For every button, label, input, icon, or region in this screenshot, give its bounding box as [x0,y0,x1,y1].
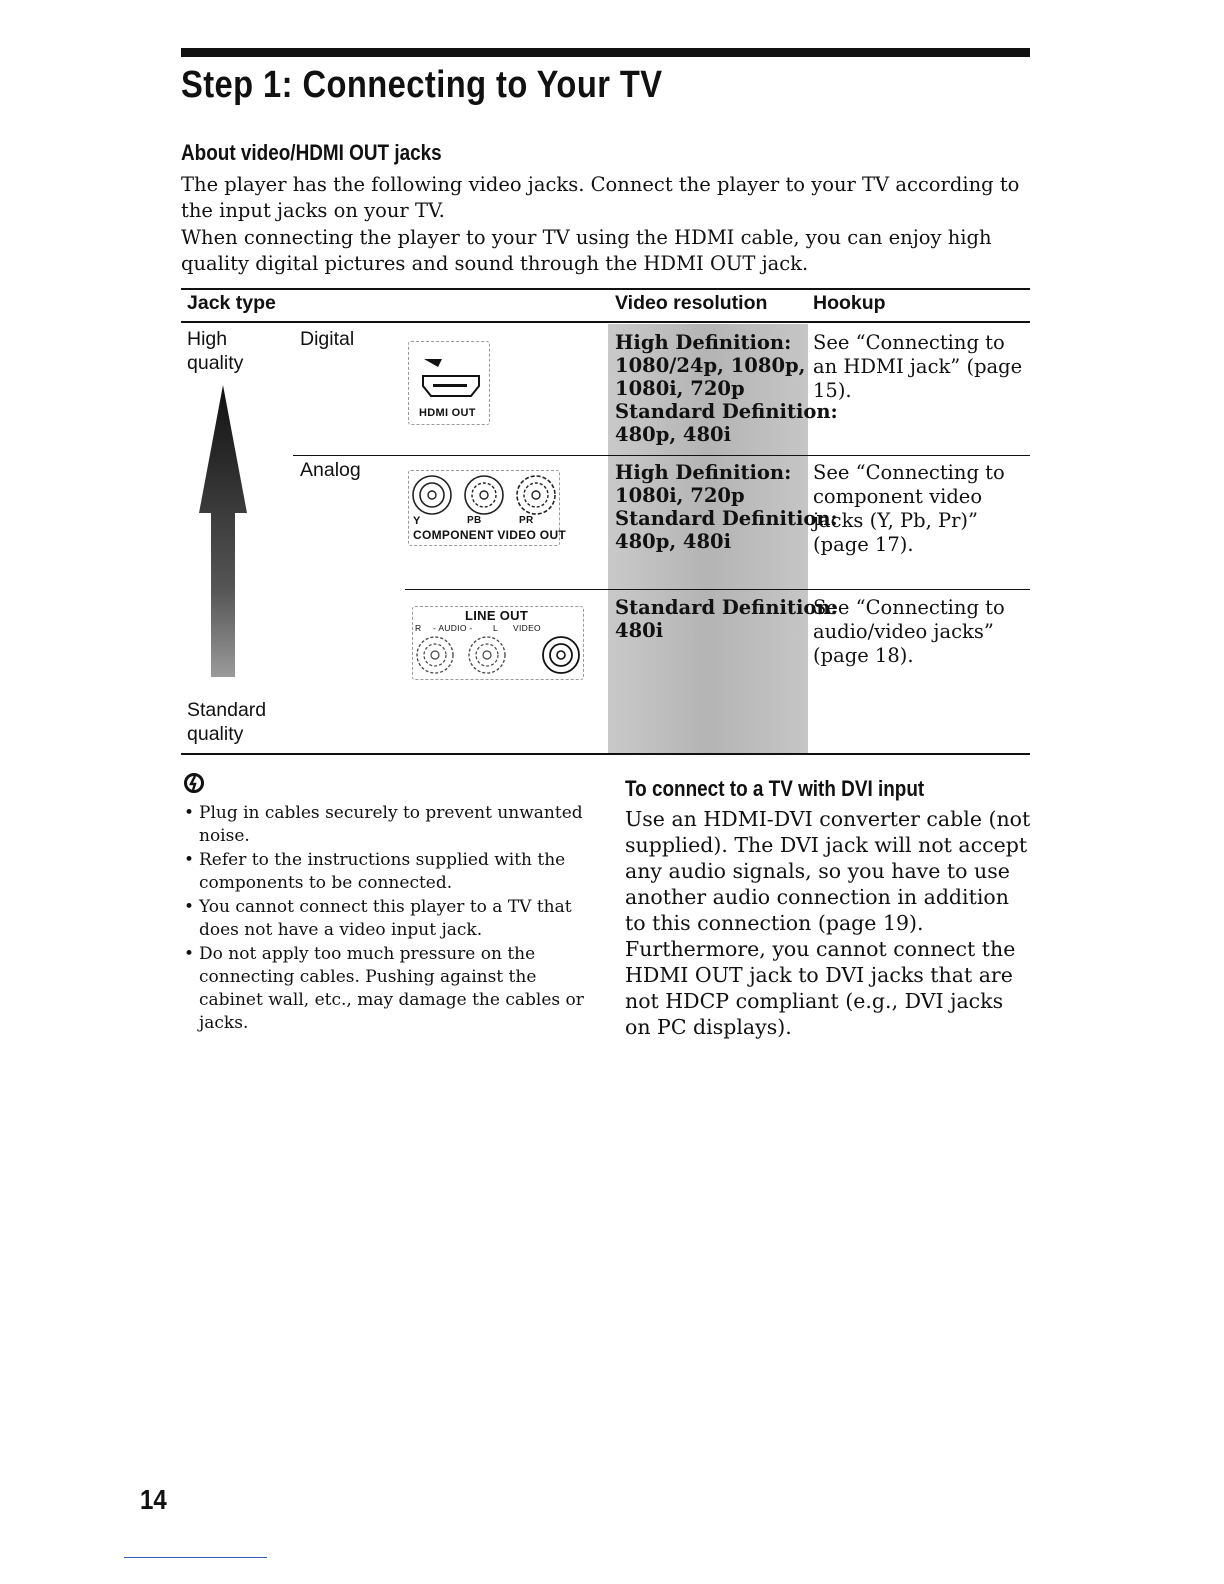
header-hookup: Hookup [813,292,886,314]
tip-icon [183,772,205,794]
quality-high-label: High quality [187,328,244,374]
row-digital-category: Digital [300,328,355,350]
row-digital-resolution [615,331,838,446]
line-out-ports-icon [415,633,581,677]
resolution-line: Standard Definition: [615,507,838,530]
header-jack-type: Jack type [187,292,276,314]
line-out-r-label: R [415,623,422,633]
list-item: • Do not apply too much pressure on the connecting cables. Pushing against the cabinet wall, etc., may damage the cables or jacks. [184,943,589,1035]
hdmi-jack-label: HDMI OUT [419,407,476,419]
table-top-rule [181,288,1030,290]
component-jack-label: COMPONENT VIDEO OUT [413,528,567,542]
row-line-resolution [615,596,838,642]
component-pr-label: PR [519,515,534,526]
resolution-line: High Definition: [615,331,792,354]
line-out-audio-label: - AUDIO - [433,623,473,633]
dvi-paragraph-2: Furthermore, you cannot connect the HDMI OUT jack to DVI jacks that are not HDCP compliant (e.g., DVI jacks on PC displays). [625,937,1016,1039]
list-item: • Refer to the instructions supplied with the components to be connected. [184,849,589,895]
hdmi-port-icon [417,356,483,400]
intro-paragraph-2: When connecting the player to your TV using the HDMI cable, you can enjoy high quality digital pictures and sound through the HDMI OUT jack. [181,226,992,275]
resolution-line: High Definition: [615,461,792,484]
resolution-line: 480p, 480i [615,423,732,446]
resolution-line: 1080/24p, 1080p, [615,354,806,377]
dvi-heading: To connect to a TV with DVI input [625,776,925,801]
component-pb-label: PB [467,515,482,526]
resolution-line: Standard Definition: [615,596,838,619]
component-y-label: Y [413,515,421,527]
row-divider [405,589,1030,590]
section-heading: About video/HDMI OUT jacks [181,140,442,165]
header-video-resolution: Video resolution [615,292,768,314]
footer-line [124,1557,267,1558]
page-title: Step 1: Connecting to Your TV [181,64,663,106]
line-out-jack-panel [412,606,584,680]
line-out-l-label: L [493,623,499,633]
resolution-line: 1080i, 720p [615,377,745,400]
table-bottom-rule [181,753,1030,755]
resolution-line: Standard Definition: [615,400,838,423]
dvi-paragraph-1: Use an HDMI-DVI converter cable (not supplied). The DVI jack will not accept any audio signals, so you have to use another audio connection in addition to this connection (page 19). [625,807,1031,935]
resolution-line: 1080i, 720p [615,484,745,507]
resolution-line: 480i [615,619,664,642]
list-item: • Plug in cables securely to prevent unwanted noise. [184,802,589,848]
dvi-body [625,806,1035,1040]
page-number: 14 [140,1484,167,1515]
row-divider [293,455,1030,456]
component-ports-icon [411,473,557,517]
row-digital-hookup: See “Connecting to an HDMI jack” (page 15). [813,331,1023,402]
row-analog-hookup: See “Connecting to component video jacks (Y, Pb, Pr)” (page 17). [813,461,1005,556]
tips-list [184,802,589,1036]
table-header-rule [181,321,1030,323]
line-out-label: LINE OUT [465,608,529,623]
intro-paragraph-1: The player has the following video jacks. Connect the player to your TV according to the input jacks on your TV. [181,173,1020,222]
top-rule [181,48,1030,57]
list-item: • You cannot connect this player to a TV that does not have a video input jack. [184,896,589,942]
hdmi-jack-panel [408,341,490,425]
line-out-video-label: VIDEO [513,623,541,633]
quality-arrow-icon [195,385,251,680]
resolution-line: 480p, 480i [615,530,732,553]
component-jack-panel [408,470,567,546]
quality-standard-label: Standard quality [187,699,267,745]
row-analog-resolution [615,461,838,553]
row-line-hookup: See “Connecting to audio/video jacks” (page 18). [813,596,1005,667]
row-analog-category: Analog [300,459,361,481]
